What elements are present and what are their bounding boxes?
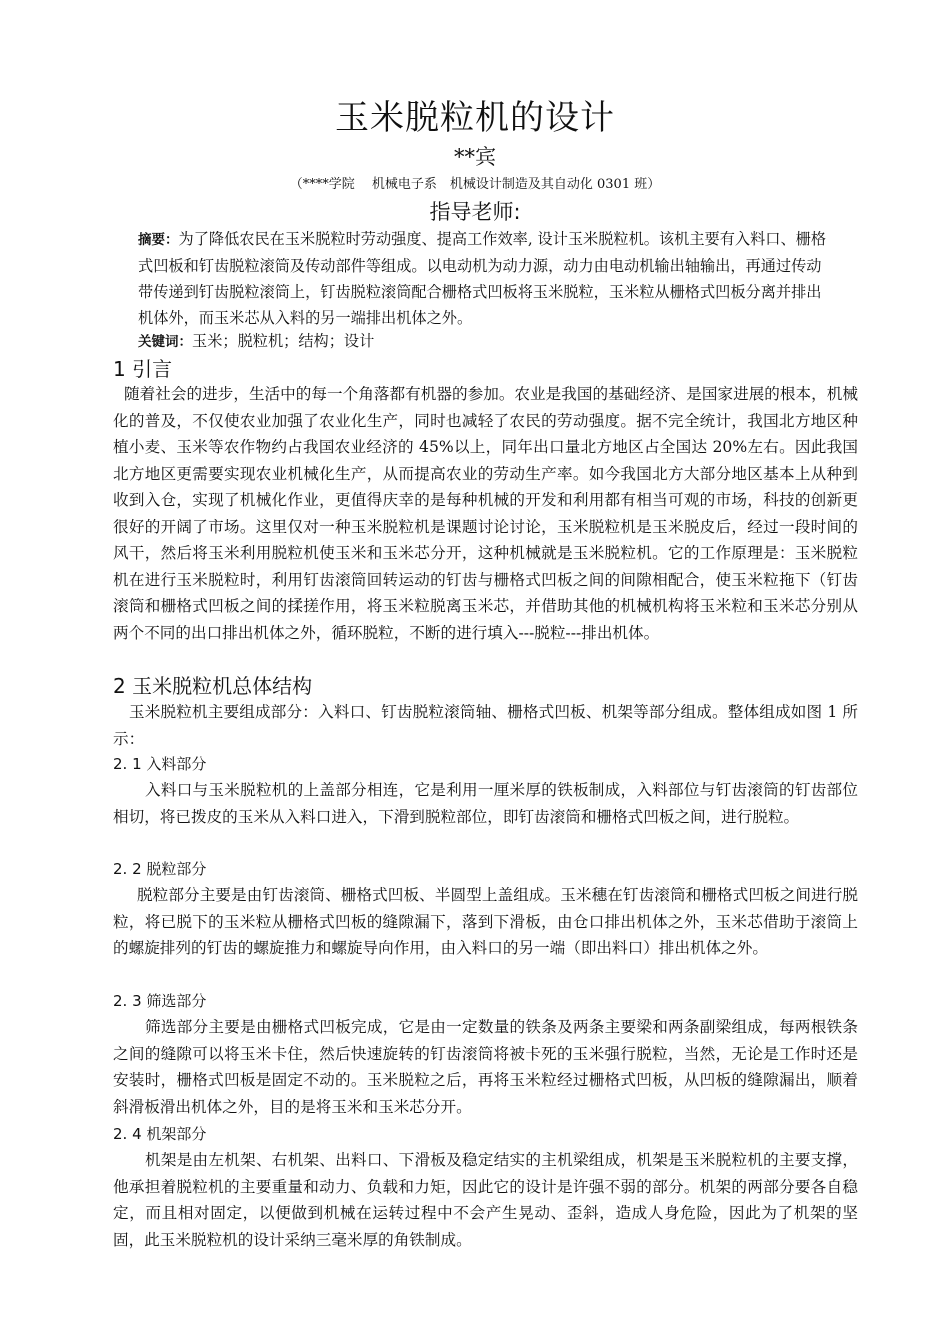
subsection-feeding-paragraph: 入料口与玉米脱粒机的上盖部分相连，它是利用一厘米厚的铁板制成，入料部位与钉齿滚筒的钉齿部位相切，将已拨皮的玉米从入料口进入，下滑到脱粒部位，即钉齿滚筒和栅格式凹板之间，进行脱粒。 bbox=[113, 781, 858, 826]
keywords-block bbox=[138, 329, 828, 354]
advisor-line: 指导老师: bbox=[429, 200, 521, 224]
abstract-label: 摘要： bbox=[138, 232, 179, 248]
subsection-threshing-paragraph: 脱粒部分主要是由钉齿滚筒、栅格式凹板、半圆型上盖组成。玉米穗在钉齿滚筒和栅格式凹板之间进行脱粒，将已脱下的玉米粒从栅格式凹板的缝隙漏下，落到下滑板，由仓口排出机体之外，玉米芯借助于滚筒上的螺旋排列的钉齿的螺旋推力和螺旋导向作用，由入料口的另一端（即出料口）排出机体之外。 bbox=[113, 886, 858, 957]
author-affiliation: （****学院 机械电子系 机械设计制造及其自动化 0301 班） bbox=[289, 177, 661, 192]
author-name: **宾 bbox=[454, 145, 496, 169]
subsection-heading-screening: 2. 3 筛选部分 bbox=[113, 992, 207, 1010]
abstract-text: 为了降低农民在玉米脱粒时劳动强度、提高工作效率, 设计玉米脱粒机。该机主要有入料口、栅格式凹板和钉齿脱粒滚筒及传动部件等组成。以电动机为动力源，动力由电动机输出轴输出，再通过传动带传递到钉齿脱粒滚筒上，钉齿脱粒滚筒配合栅格式凹板将玉米脱粒，玉米粒从栅格式凹板分离并排出机体外，而玉米芯从入料的另一端排出机体之外。 bbox=[138, 230, 827, 327]
subsection-frame-paragraph: 机架是由左机架、右机架、出料口、下滑板及稳定结实的主机梁组成，机架是玉米脱粒机的主要支撑，他承担着脱粒机的主要重量和动力、负载和力矩，因此它的设计是许强不弱的部分。机架的两部分要各自稳定，而且相对固定，以便做到机械在运转过程中不会产生晃动、歪斜，造成人身危险，因此为了机架的坚固，此玉米脱粒机的设计采纳三毫米厚的角铁制成。 bbox=[113, 1151, 858, 1249]
section-heading-introduction: 1 引言 bbox=[113, 357, 173, 381]
section-introduction-paragraph: 随着社会的进步，生活中的每一个角落都有机器的参加。农业是我国的基础经济、是国家进展的根本，机械化的普及，不仅使农业加强了农业化生产，同时也减轻了农民的劳动强度。据不完全统计，我国北方地区种植小麦、玉米等农作物约占我国农业经济的 45%以上，同年出口量北方地区占全国达 20%左右。因此我国北方地区更需要实现农业机械化生产，从而提高农业的劳动生产率。如今我国北方大部分地区基本上从种到收到入仓，实现了机械化作业，更值得庆幸的是每种机械的开发和利用都有相当可观的市场，科技的创新更很好的开阔了市场。这里仅对一种玉米脱粒机是课题讨论讨论，玉米脱粒机是玉米脱皮后，经过一段时间的风干，然后将玉米利用脱粒机使玉米和玉米芯分开，这种机械就是玉米脱粒机。它的工作原理是：玉米脱粒机在进行玉米脱粒时，利用钉齿滚筒回转运动的钉齿与栅格式凹板之间的间隙相配合，使玉米粒拖下（钉齿滚筒和栅格式凹板之间的揉搓作用，将玉米粒脱离玉米芯，并借助其他的机械机构将玉米粒和玉米芯分别从两个不同的出口排出机体之外，循环脱粒，不断的进行填入---脱粒---排出机体。 bbox=[113, 385, 858, 642]
section-overall-structure-paragraph: 玉米脱粒机主要组成部分：入料口、钉齿脱粒滚筒轴、栅格式凹板、机架等部分组成。整体组成如图 1 所示： bbox=[113, 703, 858, 748]
keywords-label: 关键词： bbox=[138, 334, 192, 350]
keywords-text: 玉米；脱粒机；结构；设计 bbox=[192, 332, 375, 350]
abstract-block bbox=[138, 226, 828, 331]
subsection-heading-frame: 2. 4 机架部分 bbox=[113, 1125, 207, 1143]
subsection-heading-feeding: 2. 1 入料部分 bbox=[113, 755, 207, 773]
paper-title: 玉米脱粒机的设计 bbox=[335, 98, 615, 138]
subsection-screening-paragraph: 筛选部分主要是由栅格式凹板完成，它是由一定数量的铁条及两条主要梁和两条副梁组成，每两根铁条之间的缝隙可以将玉米卡住，然后快速旋转的钉齿滚筒将被卡死的玉米强行脱粒，当然，无论是工作时还是安装时，栅格式凹板是固定不动的。玉米脱粒之后，再将玉米粒经过栅格式凹板，从凹板的缝隙漏出，顺着斜滑板滑出机体之外，目的是将玉米和玉米芯分开。 bbox=[113, 1018, 858, 1116]
section-heading-overall-structure: 2 玉米脱粒机总体结构 bbox=[113, 674, 313, 698]
subsection-heading-threshing: 2. 2 脱粒部分 bbox=[113, 860, 207, 878]
